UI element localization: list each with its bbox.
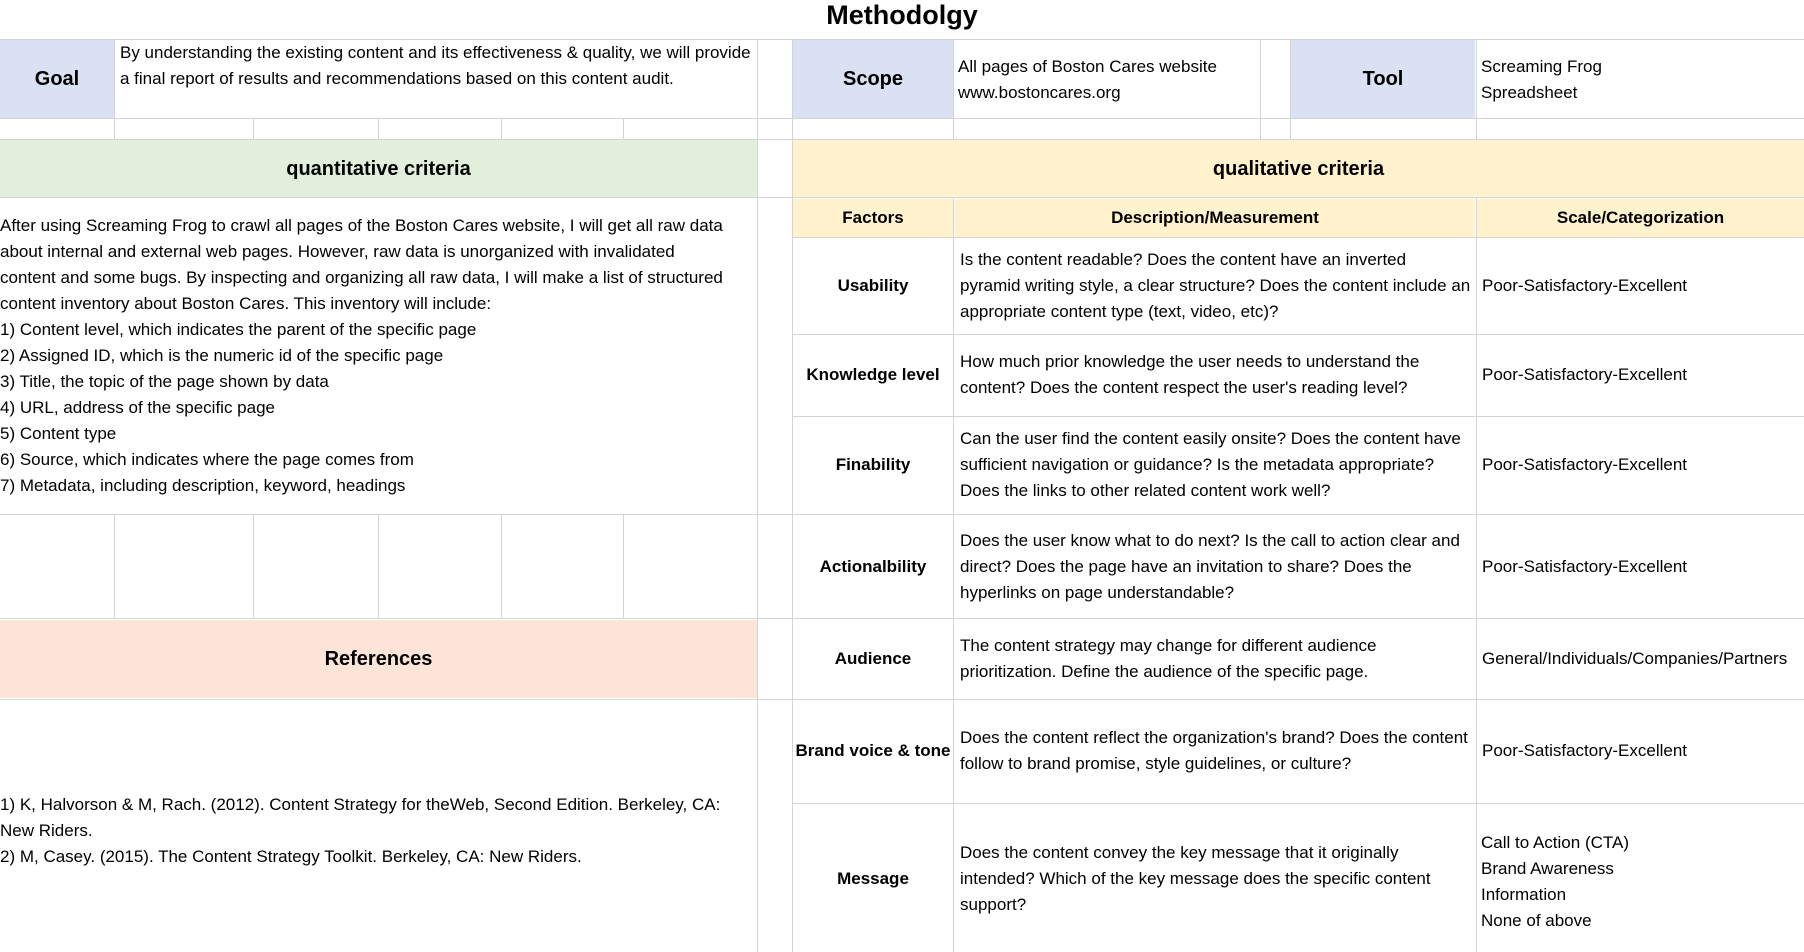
gridline xyxy=(114,39,115,119)
gridline xyxy=(253,514,254,619)
gridline xyxy=(1476,39,1477,140)
gridline xyxy=(1290,39,1291,140)
column-header-factors: Factors xyxy=(793,199,953,237)
gridline xyxy=(501,118,502,140)
gridline xyxy=(0,514,1804,515)
scale-brand-voice: Poor-Satisfactory-Excellent xyxy=(1482,741,1688,760)
description-knowledge-level: How much prior knowledge the user needs to understand the content? Does the content respect the user's reading level? xyxy=(960,352,1420,397)
quantitative-line: After using Screaming Frog to crawl all pages of the Boston Cares website, I will get all raw data xyxy=(0,216,723,235)
scale-finability: Poor-Satisfactory-Excellent xyxy=(1482,455,1688,474)
quantitative-line: 4) URL, address of the specific page xyxy=(0,398,275,417)
scope-line: www.bostoncares.org xyxy=(958,83,1121,102)
gridline xyxy=(0,139,1804,140)
tool-line: Screaming Frog xyxy=(1481,57,1602,76)
description-usability: Is the content readable? Does the content have an inverted pyramid writing style, a clear structure? Does the content include an appropriate content type (text, video, etc)? xyxy=(960,250,1471,321)
goal-text: By understanding the existing content and its effectiveness & quality, we will provide a final report of results and recommendations based on this content audit. xyxy=(120,43,751,88)
gridline xyxy=(953,197,954,952)
factor-usability: Usability xyxy=(837,276,909,295)
scale-knowledge-level: Poor-Satisfactory-Excellent xyxy=(1482,365,1688,384)
scope-values xyxy=(958,54,1256,106)
description-brand-voice: Does the content reflect the organization's brand? Does the content follow to brand promise, style guidelines, or culture? xyxy=(960,728,1468,773)
quantitative-text xyxy=(0,213,757,503)
description-audience: The content strategy may change for different audience prioritization. Define the audience of the specific page. xyxy=(960,636,1377,681)
quantitative-line: 1) Content level, which indicates the parent of the specific page xyxy=(0,320,477,339)
quantitative-line: content and some bugs. By inspecting and organizing all raw data, I will make a list of structured xyxy=(0,268,723,287)
scale-message-line: Information xyxy=(1481,885,1567,904)
scale-message-line: Brand Awareness xyxy=(1481,859,1614,878)
factor-knowledge-level: Knowledge level xyxy=(806,365,940,384)
goal-label: Goal xyxy=(0,40,114,118)
scale-message xyxy=(1481,830,1804,940)
gridline xyxy=(114,514,115,619)
scale-message-line: Call to Action (CTA) xyxy=(1481,833,1630,852)
reference-line: New Riders. xyxy=(0,821,93,840)
gridline xyxy=(378,514,379,619)
gridline xyxy=(378,118,379,140)
gridline xyxy=(0,618,1804,619)
tool-values xyxy=(1481,54,1781,106)
quantitative-line: 2) Assigned ID, which is the numeric id of the specific page xyxy=(0,346,444,365)
gridline xyxy=(792,39,793,952)
gridline xyxy=(793,803,1804,804)
factor-audience: Audience xyxy=(834,649,912,668)
quantitative-line: content inventory about Boston Cares. This inventory will include: xyxy=(0,294,492,313)
gridline xyxy=(757,39,758,952)
references-header: References xyxy=(0,620,757,698)
qualitative-header: qualitative criteria xyxy=(793,140,1804,197)
references-text xyxy=(0,792,757,872)
gridline xyxy=(1476,197,1477,952)
gridline xyxy=(793,237,1804,238)
sheet-title: Methodolgy xyxy=(826,0,978,30)
gridline xyxy=(253,118,254,140)
description-message: Does the content convey the key message that it originally intended? Which of the key message does the specific content support? xyxy=(960,843,1431,914)
gridline xyxy=(623,514,624,619)
factor-brand-voice: Brand voice & tone xyxy=(795,741,951,760)
scope-label: Scope xyxy=(793,40,953,118)
scale-audience: General/Individuals/Companies/Partners xyxy=(1482,649,1788,668)
gridline xyxy=(953,39,954,140)
factor-finability: Finability xyxy=(835,455,911,474)
description-finability: Can the user find the content easily onsite? Does the content have sufficient navigation or guidance? Is the metadata appropriate? Does the links to other related content work well? xyxy=(960,429,1461,500)
gridline xyxy=(0,197,1804,198)
quantitative-line: about internal and external web pages. However, raw data is unorganized with invalidated xyxy=(0,242,675,261)
gridline xyxy=(0,118,1804,119)
gridline xyxy=(793,416,1804,417)
quantitative-line: 6) Source, which indicates where the page comes from xyxy=(0,450,414,469)
column-header-description: Description/Measurement xyxy=(955,199,1475,237)
gridline xyxy=(501,514,502,619)
reference-line: 2) M, Casey. (2015). The Content Strategy Toolkit. Berkeley, CA: New Riders. xyxy=(0,847,582,866)
scale-message-line: None of above xyxy=(1481,911,1592,930)
gridline xyxy=(1260,39,1261,140)
gridline xyxy=(114,118,115,140)
gridline xyxy=(0,699,1804,700)
reference-line: 1) K, Halvorson & M, Rach. (2012). Content Strategy for theWeb, Second Edition. Berkeley, CA: xyxy=(0,795,721,814)
gridline xyxy=(623,118,624,140)
quantitative-line: 7) Metadata, including description, keyword, headings xyxy=(0,476,406,495)
quantitative-header: quantitative criteria xyxy=(0,140,757,197)
tool-label: Tool xyxy=(1291,40,1475,118)
quantitative-line: 3) Title, the topic of the page shown by data xyxy=(0,372,329,391)
column-header-scale: Scale/Categorization xyxy=(1477,199,1804,237)
tool-line: Spreadsheet xyxy=(1481,83,1578,102)
factor-message: Message xyxy=(837,869,909,888)
gridline xyxy=(0,39,1804,40)
description-actionability: Does the user know what to do next? Is the call to action clear and direct? Does the page have an invitation to share? Does the hyperlinks on page understandable? xyxy=(960,530,1460,602)
gridline xyxy=(793,334,1804,335)
scale-actionability: Poor-Satisfactory-Excellent xyxy=(1482,556,1688,576)
scope-line: All pages of Boston Cares website xyxy=(958,57,1217,76)
factor-actionability: Actionalbility xyxy=(819,556,927,576)
scale-usability: Poor-Satisfactory-Excellent xyxy=(1482,276,1688,295)
quantitative-line: 5) Content type xyxy=(0,424,117,443)
